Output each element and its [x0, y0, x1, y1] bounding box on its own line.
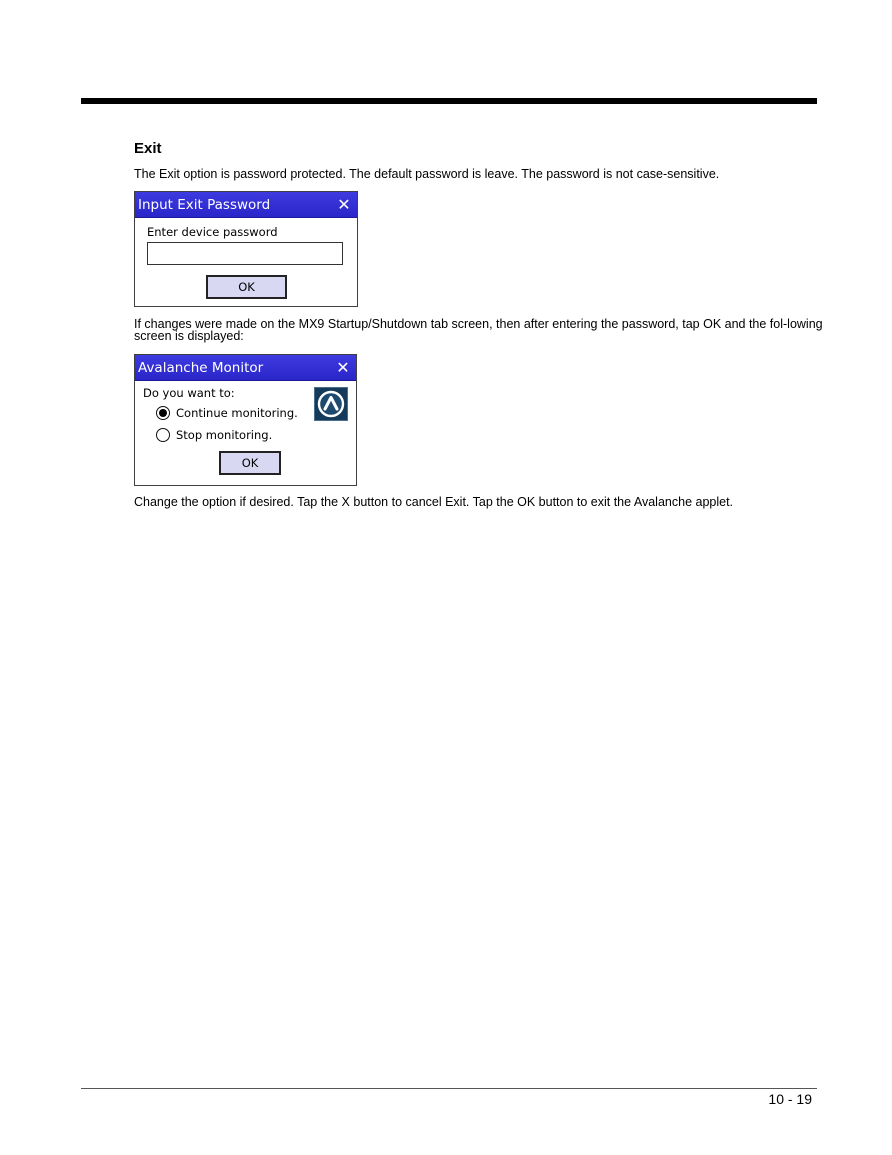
option-label: Continue monitoring. [176, 406, 298, 420]
dialog-titlebar [135, 355, 356, 381]
avalanche-logo-icon [314, 387, 348, 421]
ok-button[interactable]: OK [219, 451, 281, 475]
option-label: Stop monitoring. [176, 428, 273, 442]
password-prompt-label: Enter device password [147, 225, 278, 239]
monitor-prompt-label: Do you want to: [143, 386, 235, 400]
page-number: 10 - 19 [768, 1091, 812, 1107]
stop-monitoring-option[interactable] [156, 428, 272, 442]
close-icon[interactable]: ✕ [336, 358, 350, 377]
close-icon[interactable]: ✕ [337, 195, 351, 214]
radio-unselected-icon[interactable] [156, 428, 170, 442]
closing-paragraph: Change the option if desired. Tap the X button to cancel Exit. Tap the OK button to exit the Avalanche applet. [134, 495, 734, 509]
continue-monitoring-option[interactable] [156, 406, 298, 420]
input-exit-password-dialog [134, 191, 358, 307]
footer-rule [81, 1088, 817, 1089]
password-input[interactable] [147, 242, 343, 265]
dialog-title: Input Exit Password [138, 196, 271, 213]
section-title: Exit [134, 140, 162, 157]
dialog-title: Avalanche Monitor [138, 359, 264, 376]
radio-selected-icon[interactable] [156, 406, 170, 420]
avalanche-monitor-dialog [134, 354, 357, 486]
ok-button[interactable]: OK [206, 275, 287, 299]
header-rule [81, 98, 817, 104]
dialog-titlebar [135, 192, 357, 218]
after-password-paragraph: If changes were made on the MX9 Startup/Shutdown tab screen, then after entering the password, tap OK and the fol-lowing screen is displayed: [134, 317, 823, 343]
intro-paragraph: The Exit option is password protected. The default password is leave. The password is not case-sensitive. [134, 167, 720, 181]
